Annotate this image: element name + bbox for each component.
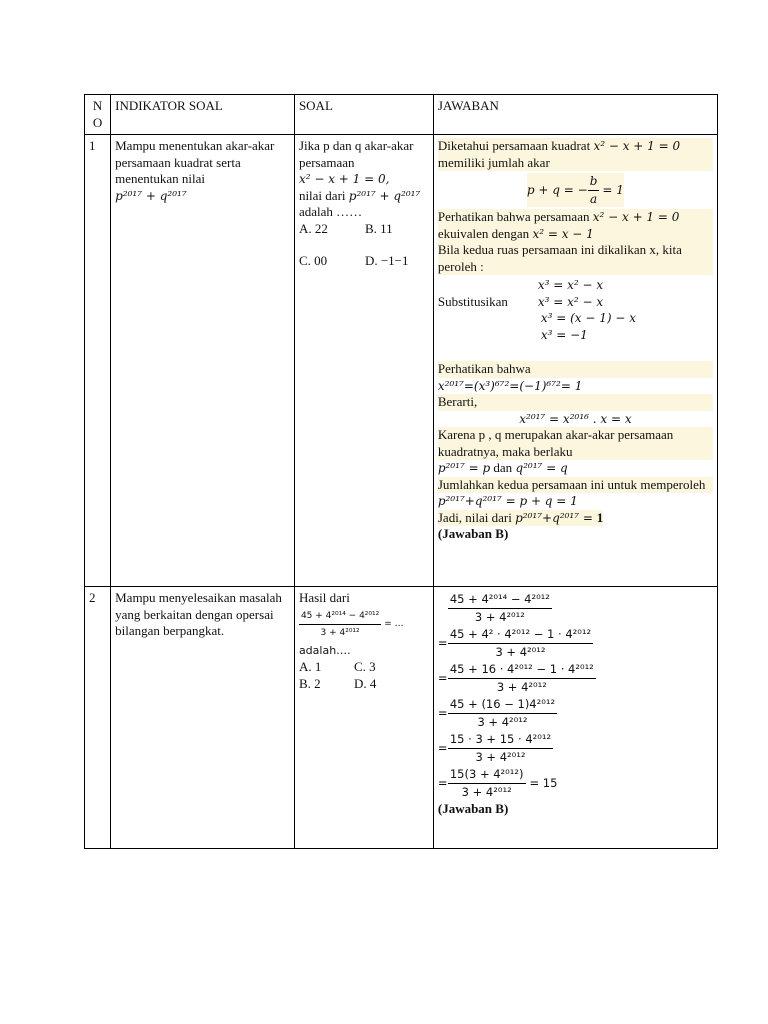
row1-j4: Bila kedua ruas persamaan ini dikalikan x, kita peroleh : (438, 242, 713, 275)
row1-j6-math: x²⁰¹⁷=(x³)⁶⁷²=(−1)⁶⁷²= 1 (437, 378, 583, 393)
row1-answer-label: (Jawaban B) (437, 526, 509, 541)
row1-options-cd (299, 253, 429, 270)
row1-j1-text: Diketahui persamaan kuadrat (437, 138, 591, 153)
row1-j8-math (438, 460, 713, 477)
answer-key-table (84, 94, 718, 849)
row2-step-fraction (448, 696, 557, 730)
row1-j8-math-a: p²⁰¹⁷ = p (437, 461, 491, 475)
row1-option-d: D. −1−1 (364, 253, 409, 268)
header-soal: SOAL (294, 95, 433, 135)
row2-options-bd (299, 676, 429, 693)
row1-j5 (438, 277, 713, 343)
row2-soal-fraction (299, 608, 381, 642)
row1-soal-math-1: x² − x + 1 = 0, (298, 172, 390, 186)
row2-option-d: D. 4 (353, 675, 377, 691)
row2-step-den: 3 + 4²⁰¹² (474, 609, 525, 624)
row2-step-fraction (448, 661, 596, 695)
row-2 (85, 587, 718, 849)
row1-soal-text-2: nilai dari (298, 187, 346, 203)
row1-j7-text: Berarti, (438, 394, 713, 411)
row1-indikator-math: p²⁰¹⁷ + q²⁰¹⁷ (115, 188, 187, 203)
row2-soal (294, 587, 433, 849)
row1-j5-eq4: x³ = −1 (540, 327, 588, 342)
row1-no: 1 (85, 135, 111, 587)
row2-soal-fraction-row (299, 608, 429, 642)
row2-answer-label: (Jawaban B) (437, 801, 509, 816)
row2-step-fraction (448, 626, 593, 660)
row2-step (438, 626, 713, 660)
row2-step-den: 3 + 4²⁰¹² (475, 749, 526, 764)
header-no (85, 95, 111, 135)
row1-options-ab (299, 221, 429, 238)
row2-step-num: 15(3 + 4²⁰¹²) (448, 766, 526, 784)
row1-soal-text-3: adalah …… (298, 204, 363, 219)
row1-j1 (438, 138, 713, 171)
row1-indikator (111, 135, 295, 587)
row1-indikator-text: Mampu menentukan akar-akar persamaan kuadrat serta menentukan nilai (115, 138, 275, 186)
row1-j10-value: 1 (596, 509, 604, 525)
row2-steps (438, 591, 713, 800)
row1-j2-den: a (589, 191, 598, 206)
row1-j3 (438, 209, 713, 242)
row1-j10-text: Jadi, nilai dari (437, 509, 512, 525)
row2-jawaban (433, 587, 717, 849)
header-indikator: INDIKATOR SOAL (111, 95, 295, 135)
row1-j8-text: Karena p , q merupakan akar-akar persamaan kuadratnya, maka berlaku (438, 427, 713, 460)
row1-soal-math-2: p²⁰¹⁷ + q²⁰¹⁷ (348, 188, 421, 203)
row2-soal-text-2: adalah…. (298, 643, 351, 657)
row2-step-den: 3 + 4²⁰¹² (477, 714, 528, 729)
row2-step (438, 731, 713, 765)
row2-step-den: 3 + 4²⁰¹² (496, 679, 547, 694)
row1-option-c: C. 00 (298, 253, 328, 268)
row2-step-prefix: = (437, 775, 448, 790)
row2-soal-frac-num: 45 + 4²⁰¹⁴ − 4²⁰¹² (299, 608, 381, 626)
row2-step-num: 45 + 4²⁰¹⁴ − 4²⁰¹² (448, 591, 552, 609)
row2-indikator: Mampu menyelesaikan masalah yang berkaitan dengan opersai bilangan berpangkat. (111, 587, 295, 849)
row2-step-den: 3 + 4²⁰¹² (495, 644, 546, 659)
row1-jawaban (433, 135, 717, 587)
row2-step-prefix: = (437, 740, 448, 755)
row1-j6-text: Perhatikan bahwa (438, 361, 713, 378)
row2-step (438, 591, 713, 625)
row2-step-fraction (448, 731, 553, 765)
row2-option-a: A. 1 (298, 659, 322, 674)
row1-j3-math-b: x² = x − 1 (532, 226, 594, 241)
row1-j3-math: x² − x + 1 = 0 (592, 210, 680, 224)
row1-j1-text-b: memiliki jumlah akar (437, 154, 550, 170)
row1-j2-lhs: p + q = − (526, 182, 588, 197)
row1-j5-label: Substitusikan (437, 293, 508, 309)
row2-step-num: 45 + 16 · 4²⁰¹² − 1 · 4²⁰¹² (448, 661, 596, 679)
row2-option-c: C. 3 (353, 659, 376, 674)
header-row (85, 95, 718, 135)
header-no-text: N O (92, 98, 103, 130)
row1-j5-eq3: x³ = (x − 1) − x (540, 311, 637, 325)
row1-soal-text-1: Jika p dan q akar-akar persamaan (298, 138, 414, 170)
row2-step (438, 766, 713, 800)
row2-step (438, 696, 713, 730)
row2-option-b: B. 2 (298, 675, 321, 691)
row2-step-suffix: = 15 (529, 775, 558, 790)
row1-j1-math: x² − x + 1 = 0 (593, 139, 681, 153)
row2-step-den: 3 + 4²⁰¹² (461, 784, 512, 799)
row2-step-prefix: = (437, 635, 448, 650)
row1-j5-eq1: x³ = x² − x (537, 278, 604, 292)
row2-soal-text-1: Hasil dari (298, 590, 350, 605)
row1-j7-math: x²⁰¹⁷ = x²⁰¹⁶ . x = x (519, 411, 632, 426)
row2-step-num: 45 + 4² · 4²⁰¹² − 1 · 4²⁰¹² (448, 626, 593, 644)
row1-option-b: B. 11 (364, 220, 393, 236)
row1-j2-rhs: = 1 (602, 182, 624, 197)
row1-j8-math-b: q²⁰¹⁷ = q (515, 461, 568, 475)
row2-soal-frac-tail: = … (384, 619, 404, 630)
row2-soal-frac-den: 3 + 4²⁰¹² (320, 628, 360, 638)
row1-j2-fraction (588, 173, 600, 207)
row1-j9-math: p²⁰¹⁷+q²⁰¹⁷ = p + q = 1 (437, 494, 578, 508)
row2-step-num: 45 + (16 − 1)4²⁰¹² (448, 696, 557, 714)
row2-step-fraction (448, 591, 552, 625)
row1-j2-num: b (588, 173, 600, 191)
row1-j8-dan: dan (493, 460, 513, 475)
row1-j9-text: Jumlahkan kedua persamaan ini untuk memperoleh (438, 477, 713, 494)
row2-options-ac (299, 659, 429, 676)
row1-j5-eq2: x³ = x² − x (537, 294, 604, 309)
row1-j3-text-b: ekuivalen dengan (437, 225, 530, 241)
row1-j10 (438, 510, 603, 527)
row-1 (85, 135, 718, 587)
row2-step (438, 661, 713, 695)
row1-option-a: A. 22 (298, 220, 328, 236)
row2-step-num: 15 · 3 + 15 · 4²⁰¹² (448, 731, 553, 749)
header-jawaban: JAWABAN (433, 95, 717, 135)
row1-j3-text: Perhatikan bahwa persamaan (437, 209, 590, 224)
row2-step-prefix: = (437, 670, 448, 685)
row2-no: 2 (85, 587, 111, 849)
row1-j2 (438, 173, 713, 207)
row1-j10-math: p²⁰¹⁷+q²⁰¹⁷ = (515, 510, 597, 525)
row2-step-prefix: = (437, 705, 448, 720)
row2-step-fraction (448, 766, 526, 800)
row1-soal (294, 135, 433, 587)
